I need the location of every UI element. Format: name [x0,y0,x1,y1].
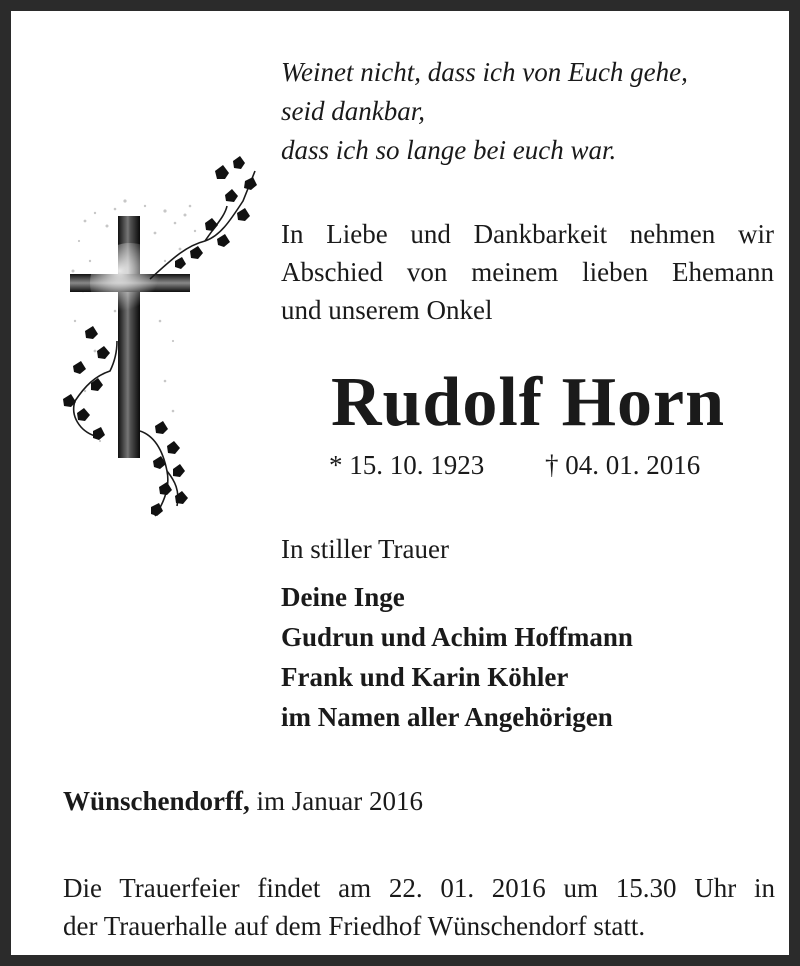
mourning-label: In stiller Trauer [281,534,449,564]
town-name: Wünschendorff, [63,786,250,816]
notice-date: im Januar 2016 [249,786,424,816]
farewell-intro [281,215,774,329]
place-and-date [63,783,423,819]
intro-line: Abschied von meinem lieben Ehemann [281,257,774,287]
funeral-info [63,869,775,945]
funeral-line: der Trauerhalle auf dem Friedhof Wünschendorf statt. [63,911,646,941]
death-date: † 04. 01. 2016 [545,450,701,480]
mourners-list [281,577,633,737]
deceased-name: Rudolf Horn [330,364,726,441]
mourner-line: im Namen aller Angehörigen [281,702,613,732]
funeral-line: Die Trauerfeier findet am 22. 01. 2016 um 15.30 Uhr in [63,873,775,903]
memorial-poem [281,53,688,170]
cross-with-ivy-icon [55,151,265,531]
poem-line: Weinet nicht, dass ich von Euch gehe, [281,57,688,87]
poem-line: seid dankbar, [281,96,425,126]
birth-date: * 15. 10. 1923 [329,450,485,480]
mourner-line: Deine Inge [281,582,405,612]
poem-line: dass ich so lange bei euch war. [281,135,617,165]
mourner-line: Gudrun und Achim Hoffmann [281,622,633,652]
intro-line: und unserem Onkel [281,295,493,325]
mourner-line: Frank und Karin Köhler [281,662,569,692]
intro-line: In Liebe und Dankbarkeit nehmen wir [281,219,774,249]
